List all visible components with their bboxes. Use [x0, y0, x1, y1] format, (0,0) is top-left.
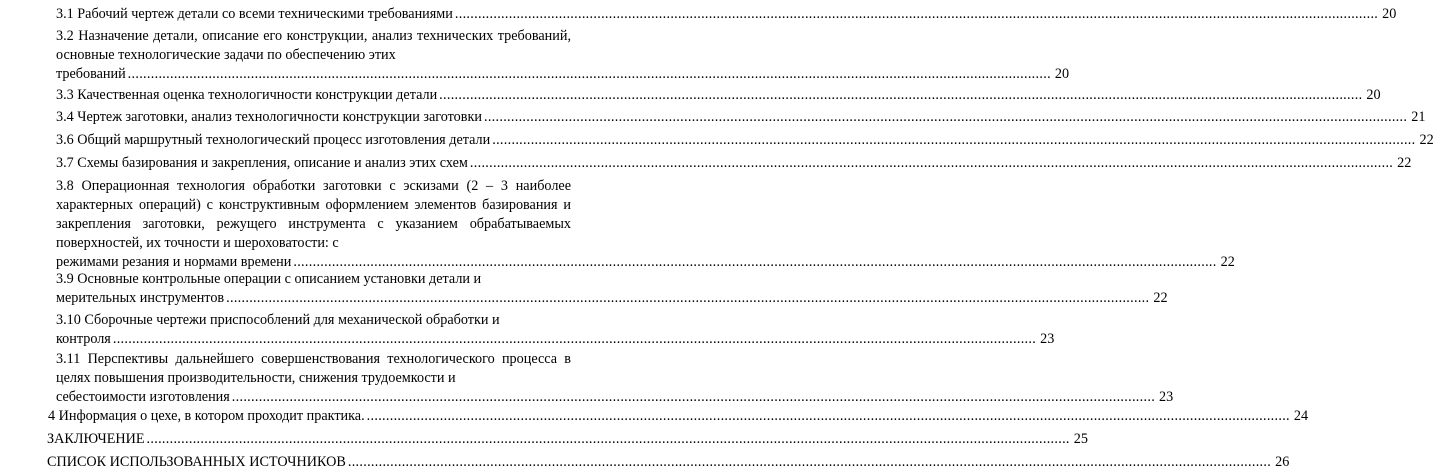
toc-leader-dots	[226, 289, 1149, 308]
toc-page-number: 25	[1073, 431, 1088, 447]
toc-entry-title: 3.3 Качественная оценка технологичности конструкции детали	[56, 87, 438, 103]
toc-leader-dots	[484, 108, 1407, 127]
toc-leader-dots	[492, 131, 1415, 150]
toc-entry-title: 3.11 Перспективы дальнейшего совершенствования технологического процесса в целях повышения производительности, снижения трудоемкости и	[56, 351, 571, 386]
toc-leader-dots	[348, 453, 1271, 472]
toc-leader-dots	[367, 407, 1290, 426]
toc-entry-title: 3.9 Основные контрольные операции с описанием установки детали и	[56, 271, 482, 287]
toc-entry-3-1[interactable]	[56, 5, 1397, 24]
toc-leader-dots	[470, 154, 1393, 173]
toc-entry-title: 3.7 Схемы базирования и закрепления, описание и анализ этих схем	[56, 155, 468, 171]
toc-entry-3-6[interactable]	[56, 131, 1434, 150]
toc-entry-title-end: контроля	[56, 331, 111, 347]
toc-entry-3-4[interactable]	[56, 108, 1426, 127]
toc-leader-dots	[113, 330, 1036, 349]
toc-leader-dots	[439, 86, 1362, 105]
toc-page-number: 21	[1411, 109, 1426, 125]
toc-entry-3-2[interactable]	[56, 27, 1070, 84]
toc-leader-dots	[232, 388, 1155, 407]
toc-leader-dots	[147, 430, 1070, 449]
toc-entry-3-11[interactable]	[56, 350, 1174, 407]
toc-entry-3-8[interactable]	[56, 177, 1235, 272]
toc-page-number: 20	[1382, 6, 1397, 22]
toc-entry-title: 3.4 Чертеж заготовки, анализ технологичности конструкции заготовки	[56, 109, 482, 125]
toc-entry-references[interactable]	[47, 453, 1290, 472]
toc-entry-3-3[interactable]	[56, 86, 1381, 105]
toc-page-number: 22	[1419, 132, 1434, 148]
toc-entry-title-end: режимами резания и нормами времени	[56, 254, 292, 270]
toc-page-number: 26	[1275, 454, 1290, 470]
toc-leader-dots	[455, 5, 1378, 24]
toc-entry-conclusion[interactable]	[47, 430, 1088, 449]
toc-page-number: 20	[1054, 66, 1070, 82]
toc-entry-3-7[interactable]	[56, 154, 1412, 173]
toc-entry-title: 3.10 Сборочные чертежи приспособлений для механической обработки и	[56, 312, 500, 328]
toc-entry-3-10[interactable]	[56, 311, 1055, 349]
toc-page-number: 22	[1220, 254, 1235, 270]
toc-page-number: 22	[1153, 290, 1168, 306]
toc-entry-title-end: требований	[56, 66, 126, 82]
toc-entry-title: 3.2 Назначение детали, описание его конструкции, анализ технических требований, основные технологические задачи по обеспечению этих	[56, 28, 571, 63]
toc-entry-title: 3.1 Рабочий чертеж детали со всеми техническими требованиями	[56, 6, 453, 22]
toc-page-number: 23	[1159, 389, 1174, 405]
toc-entry-4[interactable]	[48, 407, 1309, 426]
toc-entry-title: ЗАКЛЮЧЕНИЕ	[47, 431, 145, 447]
toc-page-number: 22	[1397, 155, 1412, 171]
toc-entry-title: СПИСОК ИСПОЛЬЗОВАННЫХ ИСТОЧНИКОВ	[47, 454, 346, 470]
toc-page-number: 23	[1040, 331, 1055, 347]
toc-entry-title: 3.8 Операционная технология обработки заготовки с эскизами (2 – 3 наиболее характерных операций) с конструктивным оформлением элементов базирования и закрепления заготовки, режущего инструмента с указанием обрабатываемых поверхностей, их точности и шероховатости: с	[56, 178, 571, 251]
toc-page-number: 24	[1293, 408, 1309, 424]
toc-entry-title: 4 Информация о цехе, в котором проходит практика.	[48, 408, 365, 424]
toc-entry-title-end: себестоимости изготовления	[56, 389, 230, 405]
toc-leader-dots	[128, 65, 1051, 84]
toc-entry-title-end: мерительных инструментов	[56, 290, 225, 306]
toc-entry-3-9[interactable]	[56, 270, 1168, 308]
toc-entry-title: 3.6 Общий маршрутный технологический процесс изготовления детали	[56, 132, 491, 148]
toc-page-number: 20	[1366, 87, 1381, 103]
